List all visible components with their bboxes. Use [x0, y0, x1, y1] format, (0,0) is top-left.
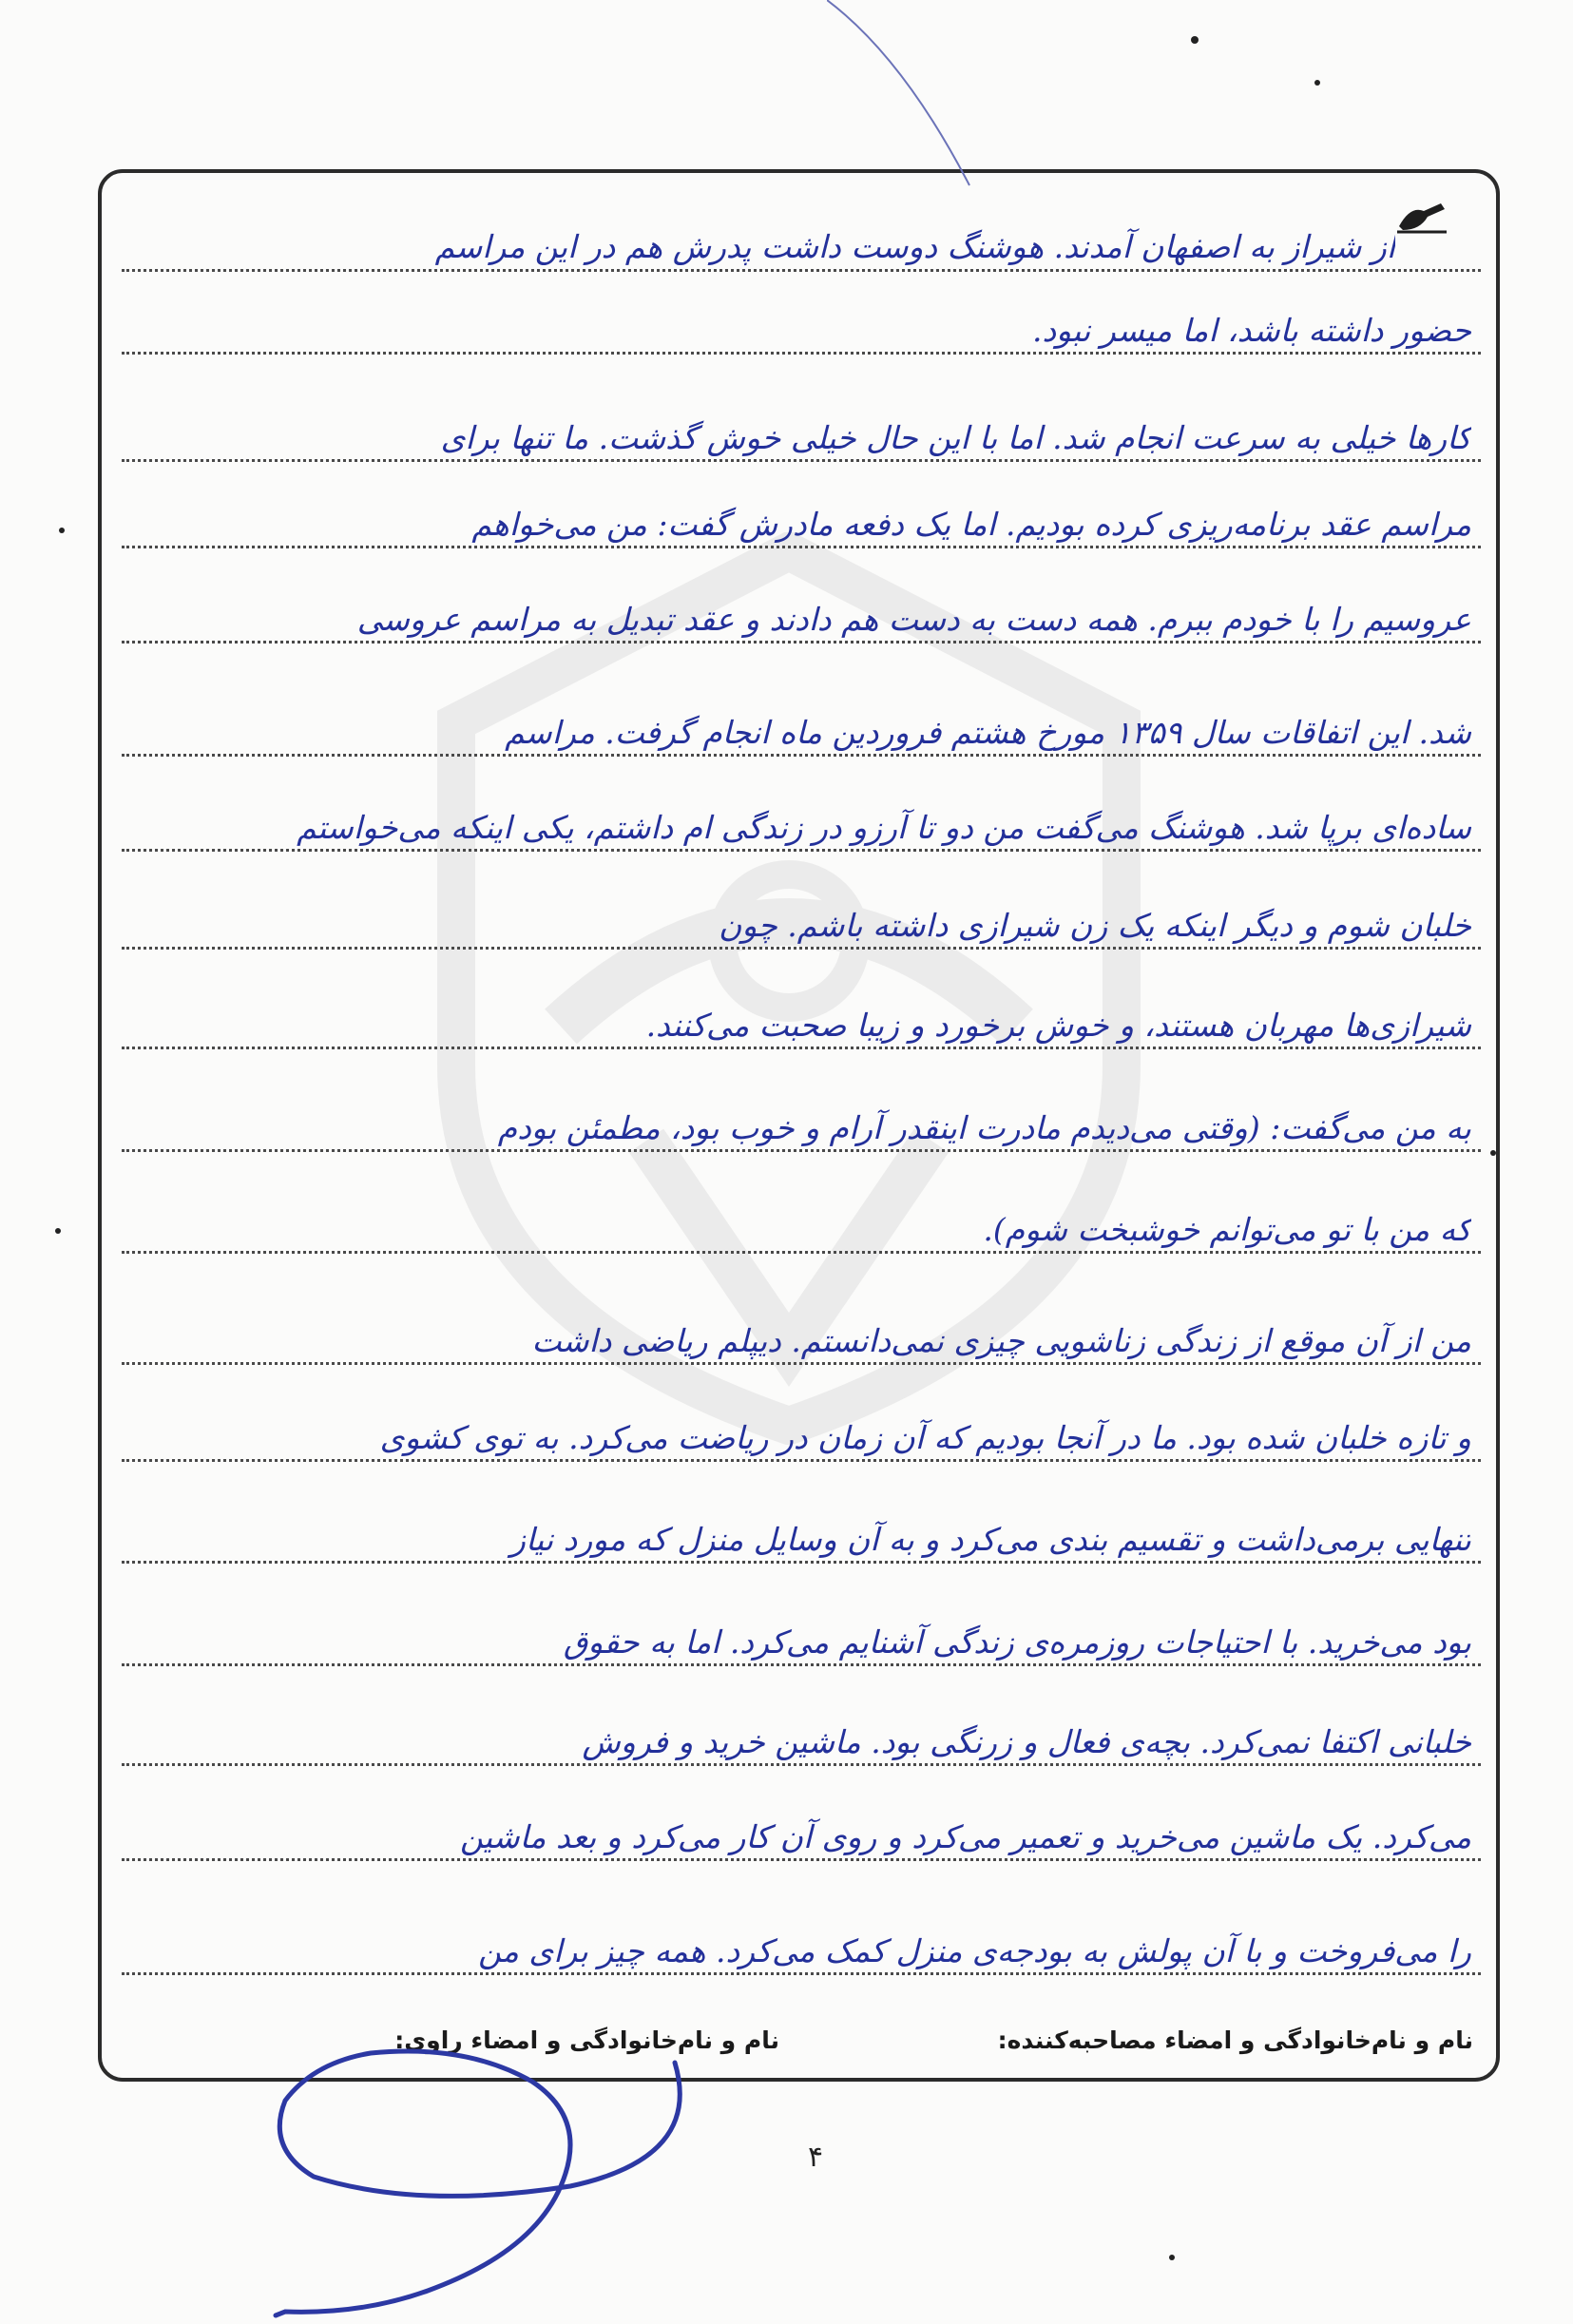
- handwritten-line: و تازه خلبان شده بود. ما در آنجا بودیم که آن زمان در ریاضت می‌کرد. به توی کشوی: [379, 1419, 1471, 1456]
- handwritten-line: خلبانی اکتفا نمی‌کرد. بچه‌ی فعال و زرنگی بود. ماشین خرید و فروش: [582, 1723, 1471, 1760]
- ink-speck: [1169, 2255, 1175, 2260]
- handwritten-line: عروسیم را با خودم ببرم. همه دست به دست هم دادند و عقد تبدیل به مراسم عروسی: [356, 601, 1471, 638]
- handwritten-line: تنهایی برمی‌داشت و تقسیم بندی می‌کرد و به آن وسایل منزل که مورد نیاز: [510, 1521, 1471, 1558]
- handwritten-line: از شیراز به اصفهان آمدند. هوشنگ دوست داشت پدرش هم در این مراسم: [434, 228, 1395, 265]
- handwritten-line: من از آن موقع از زندگی زناشویی چیزی نمی‌دانستم. دیپلم ریاضی داشت: [531, 1322, 1471, 1359]
- ink-speck: [59, 528, 65, 533]
- handwritten-line: را می‌فروخت و با آن پولش به بودجه‌ی منزل کمک می‌کرد. همه چیز برای من: [478, 1932, 1471, 1969]
- ink-speck: [55, 1228, 61, 1234]
- handwritten-line: می‌کرد. یک ماشین می‌خرید و تعمیر می‌کرد و روی آن کار می‌کرد و بعد ماشین: [459, 1818, 1471, 1855]
- handwritten-line: حضور داشته باشد، اما میسر نبود.: [1031, 312, 1471, 349]
- page-number: ۴: [807, 2141, 824, 2174]
- handwritten-line: خلبان شوم و دیگر اینکه یک زن شیرازی داشته باشم. چون: [719, 907, 1471, 944]
- handwritten-line: به من می‌گفت: (وقتی می‌دیدم مادرت اینقدر آرام و خوب بود، مطمئن بودم: [497, 1109, 1471, 1146]
- handwritten-text-body: [122, 0, 1481, 2324]
- handwritten-line: کارها خیلی به سرعت انجام شد. اما با این حال خیلی خوش گذشت. ما تنها برای: [440, 419, 1471, 456]
- ink-speck: [1490, 1150, 1496, 1156]
- handwritten-line: بود می‌خرید. با احتیاجات روزمره‌ی زندگی آشنایم می‌کرد. اما به حقوق: [563, 1623, 1471, 1661]
- handwritten-line: مراسم عقد برنامه‌ریزی کرده بودیم. اما یک دفعه مادرش گفت: من می‌خواهم: [471, 506, 1471, 543]
- ink-speck: [1191, 36, 1199, 44]
- narrator-signature: [257, 2044, 703, 2319]
- interviewer-signature-label: نام و نام‌خانوادگی و امضاء مصاحبه‌کننده:: [997, 2026, 1473, 2054]
- ink-speck: [1314, 80, 1320, 86]
- handwritten-line: شد. این اتفاقات سال ۱۳۵۹ مورخ هشتم فروردین ماه انجام گرفت. مراسم: [505, 714, 1471, 751]
- stray-pen-stroke: [827, 0, 979, 190]
- handwritten-line: شیرازی‌ها مهربان هستند، و خوش برخورد و زیبا صحبت می‌کنند.: [645, 1007, 1471, 1044]
- handwritten-line: که من با تو می‌توانم خوشبخت شوم).: [983, 1211, 1471, 1248]
- handwritten-line: ساده‌ای برپا شد. هوشنگ می‌گفت من دو تا آرزو در زندگی ام داشتم، یکی اینکه می‌خواستم: [297, 809, 1471, 846]
- narrator-signature-label: نام و نام‌خانوادگی و امضاء راوی:: [394, 2026, 779, 2054]
